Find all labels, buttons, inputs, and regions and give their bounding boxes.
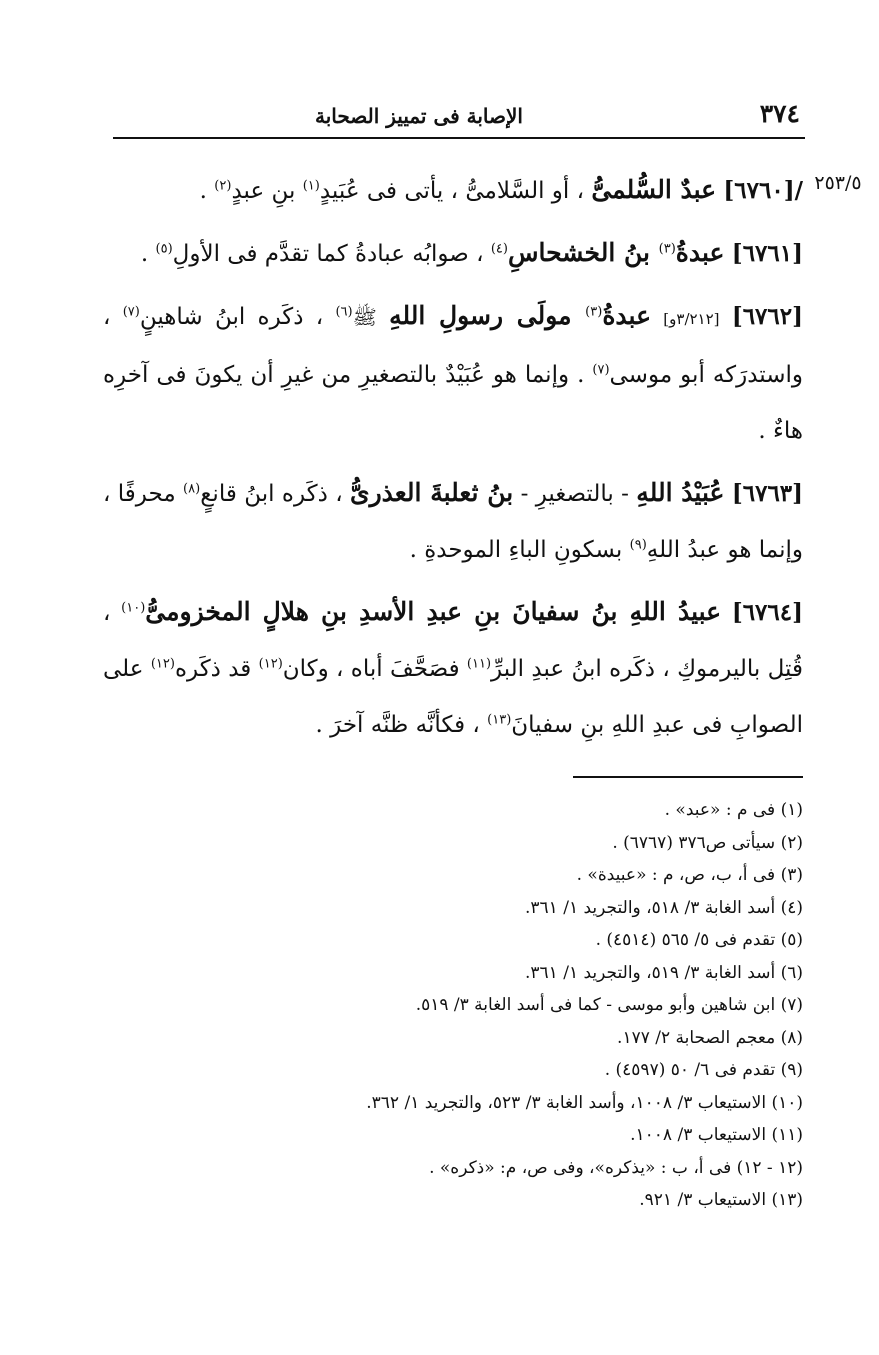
- footnote-item: (٣) فى أ، ب، ص، م : «عبيدة» .: [576, 865, 803, 885]
- entry-text: بسكونِ الباءِ الموحدةِ .: [409, 537, 630, 563]
- footnote-marker[interactable]: (٩): [629, 537, 647, 553]
- footnote-marker[interactable]: (٦): [335, 304, 353, 320]
- footnote-item: (١١) الاستيعاب ٣/ ١٠٠٨.: [630, 1125, 803, 1145]
- entry-text: محرفًا ، وإنما هو عبدُ اللهِ: [103, 481, 803, 563]
- entry-text: على الصوابِ فى عبدِ اللهِ بنِ سفيانَ: [103, 656, 803, 738]
- footnote-marker[interactable]: (٣): [658, 241, 676, 257]
- entry-text: بنِ عبدٍ: [231, 178, 303, 204]
- footnote-item: (٢) سيأتى ص٣٧٦ (٦٧٦٧) .: [612, 832, 803, 853]
- footnote-item: (٧) ابن شاهين وأبو موسى - كما فى أسد الغابة ٣/ ٥١٩.: [415, 995, 803, 1015]
- footnote-marker[interactable]: (١٣): [487, 712, 512, 728]
- entry-text: فصَحَّفَ أباه ، وكان: [282, 656, 467, 682]
- footnote-marker[interactable]: (١٢): [258, 656, 283, 672]
- entry-text: ، أو السَّلامىُّ ، يأتى فى عُبَيدٍ: [319, 178, 585, 204]
- entry-name: عبيدُ اللهِ بنُ سفيانَ بنِ عبدِ الأسدِ بنِ هلالٍ المخزومىُّ: [145, 597, 722, 626]
- footnote-item: (٤) أسد الغابة ٣/ ٥١٨، والتجريد ١/ ٣٦١.: [525, 897, 803, 918]
- footnote-marker[interactable]: (١٢): [150, 656, 175, 672]
- footnote-rule: [573, 776, 803, 778]
- entry-number: /[٦٧٦٠]: [723, 177, 803, 204]
- entry-6760: [103, 162, 803, 219]
- entry-text: ، واستدرَكه أبو موسى: [103, 304, 803, 388]
- footnote-item: (٨) معجم الصحابة ٢/ ١٧٧.: [617, 1027, 803, 1048]
- footnotes-list: [200, 794, 803, 1217]
- entry-6764: [103, 584, 803, 753]
- entry-name-continued: بنُ الخشحاسِ: [507, 238, 659, 267]
- footnote-marker[interactable]: (٧): [592, 362, 610, 378]
- margin-reference: ٢٥٣/٥: [814, 172, 862, 194]
- entry-text: ، فكأنَّه ظنَّه آخرَ .: [315, 712, 488, 738]
- entry-6763: [103, 465, 803, 578]
- entry-text: .: [140, 241, 156, 267]
- entry-name: عبدةُ: [602, 301, 651, 330]
- header-rule: [113, 137, 805, 139]
- entry-text: ، ذكَره ابنُ شاهينٍ: [139, 304, 324, 330]
- entry-text: قد ذكَره: [174, 656, 259, 682]
- page-number: ٣٧٤: [759, 99, 800, 128]
- footnote-item: (٦) أسد الغابة ٣/ ٥١٩، والتجريد ١/ ٣٦١.: [525, 962, 803, 983]
- footnote-marker[interactable]: (٨): [183, 481, 201, 497]
- entry-name-continued: مولَى رسولِ اللهِ: [389, 301, 586, 330]
- entry-text: - بالتصغيرِ -: [513, 481, 637, 507]
- footnote-item: (١٠) الاستيعاب ٣/ ١٠٠٨، وأسد الغابة ٣/ ٥٢٣، والتجريد ١/ ٣٦٢.: [366, 1092, 803, 1113]
- entry-name: عبدٌ السُّلمىُّ: [591, 175, 717, 204]
- entry-name-continued: بنُ ثعلبةَ العذرىُّ: [350, 478, 514, 507]
- entry-text: .: [199, 178, 215, 204]
- main-text: [103, 162, 803, 759]
- footnote-marker[interactable]: (١٠): [121, 600, 146, 616]
- entry-text: ، ذكَره ابنُ قانعٍ: [200, 481, 343, 507]
- entry-6761: [103, 225, 803, 282]
- entry-text: ، قُتِل باليرموكِ ، ذكَره ابنُ عبدِ البرِّ: [103, 600, 803, 682]
- entry-number: [٦٧٦١]: [731, 240, 803, 267]
- footnote-marker[interactable]: (٤): [490, 241, 508, 257]
- footnote-item: (١) فى م : «عبد» .: [664, 800, 803, 820]
- footnote-marker[interactable]: (١): [302, 178, 320, 194]
- footnote-marker[interactable]: (٧): [122, 304, 140, 320]
- footnote-item: (٥) تقدم فى ٥/ ٥٦٥ (٤٥١٤) .: [595, 930, 803, 950]
- footnote-item: (١٢ - ١٢) فى أ، ب : «يذكره»، وفى ص، م: «ذكره» .: [429, 1157, 803, 1178]
- footnote-marker[interactable]: (٢): [214, 178, 232, 194]
- page-header: [115, 88, 800, 128]
- salawat-ligature-icon: ﷺ: [352, 305, 377, 329]
- entry-number: [٦٧٦٣]: [731, 480, 804, 507]
- footnote-marker[interactable]: (١١): [466, 656, 492, 672]
- entry-6762: [103, 288, 803, 459]
- running-title: الإصابة فى تمييز الصحابة: [315, 104, 523, 128]
- entry-text: ، صوابُه عبادةُ كما تقدَّم فى الأولِ: [172, 241, 484, 267]
- footnote-item: (٩) تقدم فى ٦/ ٥٠ (٤٥٩٧) .: [604, 1060, 803, 1080]
- footnote-marker[interactable]: (٣): [585, 304, 603, 320]
- footnote-marker[interactable]: (٥): [155, 241, 173, 257]
- entry-number: [٦٧٦٢]: [731, 303, 804, 330]
- entry-text: . وإنما هو عُبَيْدٌ بالتصغيرِ من غيرِ أن يكونَ فى آخرِه هاءٌ .: [103, 362, 803, 444]
- entry-name: عبدةُ: [675, 238, 725, 267]
- footnote-item: (١٣) الاستيعاب ٣/ ٩٢١.: [639, 1190, 803, 1210]
- manuscript-folio-ref: [٣/٢١٢و]: [663, 310, 720, 328]
- entry-name: عُبَيْدُ اللهِ: [636, 478, 725, 507]
- entry-number: [٦٧٦٤]: [731, 599, 804, 626]
